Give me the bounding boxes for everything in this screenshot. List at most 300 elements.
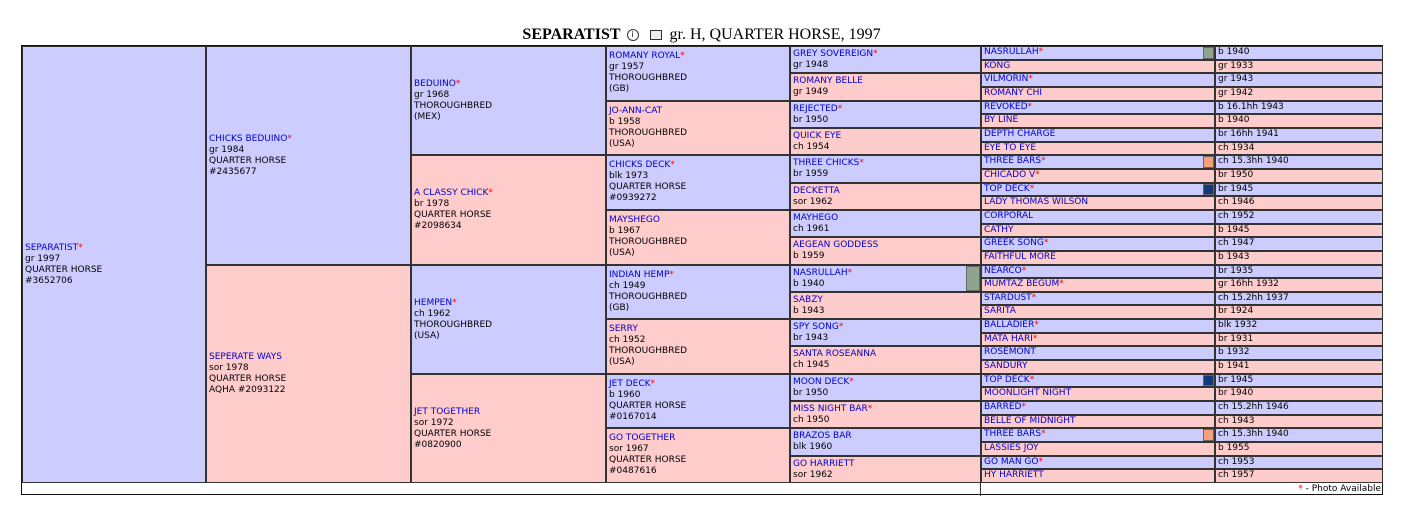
pedigree-cell-gen5 <box>981 155 1215 169</box>
horse-detail: QUARTER HORSE <box>609 401 687 411</box>
photo-star: * <box>670 160 675 170</box>
pedigree-cell-gen5 <box>981 415 1215 428</box>
horse-detail: ch 1947 <box>1215 237 1383 251</box>
horse-link[interactable]: LADY THOMAS WILSON <box>984 197 1089 207</box>
horse-link[interactable]: MOON DECK <box>793 377 850 387</box>
horse-detail: (GB) <box>609 84 630 94</box>
horse-name-row <box>984 156 1214 166</box>
horse-name-row <box>984 238 1214 248</box>
horse-link[interactable]: EYE TO EYE <box>984 143 1037 153</box>
horse-detail: ch 1952 <box>1215 210 1383 224</box>
horse-name-row <box>793 76 980 87</box>
horse-detail: br 1945 <box>1215 183 1383 196</box>
horse-detail: ch 1962 <box>414 308 451 319</box>
photo-star: * <box>1041 156 1046 166</box>
photo-star: * <box>1043 238 1049 248</box>
horse-name-row <box>793 186 980 197</box>
pedigree-cell-gen3 <box>606 46 790 101</box>
photo-star: * <box>488 188 493 198</box>
horse-detail: ch 1954 <box>793 142 830 152</box>
horse-detail: br 1943 <box>793 333 829 343</box>
horse-name-row <box>984 443 1214 453</box>
horse-detail: QUARTER HORSE <box>209 155 287 166</box>
pedigree-cell-gen5 <box>981 387 1215 401</box>
horse-link[interactable]: BARRED <box>984 402 1022 412</box>
photo-star: * <box>680 51 685 61</box>
horse-detail: #0820900 <box>414 439 462 450</box>
horse-detail: ch 1957 <box>1215 469 1383 483</box>
horse-detail: sor 1972 <box>414 417 454 428</box>
pedigree-cell-gen5 <box>981 305 1215 319</box>
pedigree-cell-gen3 <box>606 374 790 428</box>
horse-link[interactable]: MISS NIGHT BAR <box>793 404 868 414</box>
horse-name-row <box>414 407 605 418</box>
photo-star: * <box>873 49 878 59</box>
pedigree-cell-gen5 <box>981 60 1215 73</box>
horse-detail: ch 15.3hh 1940 <box>1215 428 1383 442</box>
color-swatch <box>1203 184 1214 195</box>
horse-link[interactable]: TOP DECK <box>984 184 1030 194</box>
horse-name-row <box>609 433 789 444</box>
color-swatch <box>1203 47 1214 59</box>
pedigree-cell-gen5 <box>981 224 1215 237</box>
photo-star: * <box>1029 184 1035 194</box>
horse-detail: b 1932 <box>1215 346 1383 360</box>
horse-name-row <box>793 240 980 251</box>
horse-link[interactable]: AEGEAN GODDESS <box>793 240 879 250</box>
horse-detail: gr 1948 <box>793 60 829 70</box>
horse-detail: gr 1997 <box>25 253 61 264</box>
pedigree-cell-gen3 <box>606 319 790 374</box>
horse-detail: (MEX) <box>414 111 441 122</box>
horse-name-row <box>984 416 1214 426</box>
photo-star: * <box>78 242 83 253</box>
horse-detail: THOROUGHBRED <box>609 73 688 83</box>
horse-detail: br 1950 <box>1215 169 1383 183</box>
horse-detail: ch 1946 <box>1215 196 1383 210</box>
horse-link[interactable]: SERRY <box>609 324 638 334</box>
photo-star: * <box>849 377 854 387</box>
pedigree-cell-gen4 <box>790 292 981 319</box>
horse-detail: b 1960 <box>609 390 641 400</box>
pedigree-cell-gen5 <box>981 251 1215 265</box>
horse-detail: #2098634 <box>414 221 462 231</box>
horse-link[interactable]: DECKETTA <box>793 186 840 196</box>
horse-name-row <box>793 49 980 60</box>
pedigree-cell-gen0 <box>22 46 206 483</box>
horse-link[interactable]: THREE BARS <box>984 429 1042 439</box>
horse-name-row <box>984 170 1214 180</box>
pedigree-cell-gen5 <box>981 101 1215 114</box>
horse-detail: b 1943 <box>1215 251 1383 265</box>
horse-name-row <box>793 213 980 224</box>
horse-detail: #0167014 <box>609 412 657 422</box>
horse-detail: ch 1949 <box>609 281 646 291</box>
horse-link[interactable]: CHICKS BEDUINO <box>209 133 288 144</box>
pedigree-cell-gen4 <box>790 265 981 292</box>
horse-name-row <box>793 404 980 415</box>
color-swatch <box>1203 156 1214 168</box>
photo-star: * <box>859 158 864 168</box>
pedigree-cell-gen5 <box>981 128 1215 142</box>
horse-detail: THOROUGHBRED <box>609 128 688 138</box>
pedigree-cell-gen4 <box>790 456 981 483</box>
photo-star: * <box>669 270 674 280</box>
horse-name-row <box>984 266 1214 276</box>
horse-name-row <box>793 268 980 279</box>
horse-name-row <box>414 79 605 90</box>
horse-name-row <box>984 211 1214 221</box>
horse-name-row <box>984 143 1214 153</box>
horse-name-row <box>793 377 980 388</box>
horse-name-row <box>984 102 1214 112</box>
horse-name-row <box>609 215 789 226</box>
pedigree-cell-gen4 <box>790 319 981 346</box>
horse-name-row <box>984 457 1214 467</box>
horse-link[interactable]: SPY SONG <box>793 322 839 332</box>
horse-detail: blk 1932 <box>1215 319 1383 333</box>
horse-link[interactable]: FAITHFUL MORE <box>984 252 1056 262</box>
horse-link[interactable]: SANDURY <box>984 361 1028 371</box>
horse-link[interactable]: JET TOGETHER <box>414 406 481 417</box>
pedigree-cell-gen5 <box>981 346 1215 360</box>
pedigree-cell-gen5 <box>981 183 1215 196</box>
horse-detail: THOROUGHBRED <box>609 237 688 247</box>
horse-detail: br 1950 <box>793 115 829 125</box>
pedigree-cell-gen4 <box>790 128 981 155</box>
horse-link[interactable]: MATA HARI <box>984 334 1033 344</box>
horse-detail: br 1945 <box>1215 374 1383 387</box>
horse-detail: br 16hh 1941 <box>1215 128 1383 142</box>
pedigree-cell-gen2 <box>411 265 606 374</box>
horse-name-row <box>984 61 1214 71</box>
horse-detail: br 1959 <box>793 169 829 179</box>
horse-name-row <box>984 361 1214 371</box>
horse-link[interactable]: NASRULLAH <box>793 268 848 278</box>
horse-detail: ch 1952 <box>609 335 646 345</box>
photo-star: * <box>847 268 853 278</box>
horse-link[interactable]: SARITA <box>984 306 1016 316</box>
horse-name-row <box>984 334 1214 344</box>
horse-link[interactable]: NASRULLAH <box>984 47 1039 57</box>
horse-name-row <box>984 88 1214 98</box>
horse-link[interactable]: MUMTAZ BEGUM <box>984 279 1060 289</box>
horse-name-row <box>984 74 1214 84</box>
horse-detail: br 1978 <box>414 199 450 209</box>
horse-link[interactable]: TOP DECK <box>984 375 1030 385</box>
horse-link[interactable]: BY LINE <box>984 115 1019 125</box>
horse-link[interactable]: SEPARATIST <box>25 242 79 253</box>
horse-link[interactable]: THREE CHICKS <box>793 158 860 168</box>
horse-detail: b 1940 <box>793 279 825 289</box>
horse-detail: b 1955 <box>1215 442 1383 456</box>
horse-link[interactable]: JET DECK <box>609 379 651 389</box>
horse-link[interactable]: ROMANY ROYAL <box>609 51 681 61</box>
horse-detail: blk 1973 <box>609 171 649 181</box>
horse-detail: blk 1960 <box>793 442 833 452</box>
pedigree-cell-gen4 <box>790 346 981 374</box>
horse-detail: THOROUGHBRED <box>414 100 493 111</box>
horse-detail: QUARTER HORSE <box>209 374 287 384</box>
horse-link[interactable]: DEPTH CHARGE <box>984 129 1056 139</box>
horse-link[interactable]: CHICKS DECK <box>609 160 671 170</box>
pedigree-cell-gen4 <box>790 183 981 210</box>
horse-detail: b 1959 <box>793 251 825 261</box>
photo-star: * <box>1059 279 1064 289</box>
pedigree-cell-gen4 <box>790 46 981 73</box>
horse-name-row <box>609 270 789 281</box>
pedigree-cell-gen5 <box>981 210 1215 224</box>
color-swatch <box>966 266 980 291</box>
pedigree-cell-gen5 <box>981 169 1215 183</box>
horse-detail: ch 1961 <box>793 224 830 234</box>
horse-name-row <box>793 459 980 470</box>
footer-spacer <box>22 483 981 496</box>
photo-star: * <box>838 322 844 332</box>
horse-detail: b 1958 <box>609 117 641 127</box>
pedigree-cell-gen3 <box>606 155 790 210</box>
horse-name-row <box>984 225 1214 235</box>
horse-name-row <box>793 349 980 360</box>
horse-link[interactable]: JO-ANN-CAT <box>609 106 663 116</box>
horse-link[interactable]: REJECTED <box>793 104 838 114</box>
horse-link[interactable]: MOONLIGHT NIGHT <box>984 388 1072 398</box>
pedigree-cell-gen5 <box>981 237 1215 251</box>
horse-name-row <box>984 47 1214 57</box>
photo-legend: * - Photo Available <box>1298 484 1381 494</box>
pedigree-cell-gen4 <box>790 73 981 101</box>
pedigree-cell-gen4 <box>790 237 981 265</box>
horse-link[interactable]: CHICADO V <box>984 170 1036 180</box>
horse-name-row <box>609 324 789 335</box>
horse-detail: QUARTER HORSE <box>609 455 687 465</box>
mail-icon[interactable] <box>650 30 662 40</box>
photo-star: * <box>287 133 292 144</box>
horse-name-row <box>793 104 980 115</box>
horse-link[interactable]: SABZY <box>793 295 823 305</box>
page-title <box>0 26 1403 44</box>
horse-name-row <box>609 51 789 62</box>
pedigree-chart <box>21 45 1383 495</box>
horse-detail: (USA) <box>609 139 635 149</box>
pedigree-cell-gen4 <box>790 210 981 237</box>
horse-link[interactable]: KONG <box>984 61 1011 71</box>
pedigree-cell-gen5 <box>981 428 1215 442</box>
horse-name-row <box>414 188 605 199</box>
pedigree-cell-gen5 <box>981 114 1215 128</box>
horse-detail: ch 1950 <box>793 415 830 425</box>
horse-name-row <box>984 115 1214 125</box>
pedigree-cell-gen2 <box>411 155 606 265</box>
horse-name-row <box>414 298 605 309</box>
horse-link[interactable]: CATHY <box>984 225 1014 235</box>
pedigree-cell-gen5 <box>981 469 1215 483</box>
horse-detail: (USA) <box>414 330 440 341</box>
horse-detail: br 1931 <box>1215 333 1383 346</box>
horse-name-row <box>793 431 980 442</box>
pedigree-cell-gen5 <box>981 442 1215 456</box>
horse-detail: ch 1934 <box>1215 142 1383 155</box>
horse-detail: gr 1957 <box>609 62 645 72</box>
horse-detail: ch 1943 <box>1215 415 1383 428</box>
horse-detail: sor 1978 <box>209 363 249 373</box>
horse-detail: sor 1962 <box>793 470 833 480</box>
horse-link[interactable]: CORPORAL <box>984 211 1034 221</box>
horse-name-row <box>609 106 789 117</box>
horse-name-row <box>984 402 1214 412</box>
horse-name-row <box>984 252 1214 262</box>
pedigree-cell-gen4 <box>790 101 981 128</box>
photo-star: * <box>867 404 873 414</box>
horse-link[interactable]: MAYSHEGO <box>609 215 660 225</box>
horse-detail: gr 1949 <box>793 87 829 97</box>
horse-detail: THOROUGHBRED <box>414 319 493 330</box>
horse-link[interactable]: BRAZOS BAR <box>793 431 852 441</box>
horse-name-row <box>984 279 1214 289</box>
horse-link[interactable]: GO TOGETHER <box>609 433 676 443</box>
pedigree-cell-gen5 <box>981 374 1215 387</box>
pedigree-cell-gen3 <box>606 101 790 155</box>
horse-detail: b 1941 <box>1215 360 1383 374</box>
horse-link[interactable]: HEMPEN <box>414 297 453 308</box>
photo-star: * <box>1027 102 1033 112</box>
horse-name-row <box>984 347 1214 357</box>
horse-link[interactable]: REVOKED <box>984 102 1028 112</box>
horse-detail: QUARTER HORSE <box>25 264 103 275</box>
photo-star: * <box>1029 375 1035 385</box>
horse-link[interactable]: QUICK EYE <box>793 131 842 141</box>
horse-detail: b 1967 <box>609 226 641 236</box>
photo-star: * <box>837 104 843 114</box>
horse-detail: b 16.1hh 1943 <box>1215 101 1383 114</box>
horse-name-row <box>984 470 1214 480</box>
horse-detail: gr 1984 <box>209 144 245 155</box>
pedigree-cell-gen4 <box>790 401 981 428</box>
photo-star: * <box>1035 170 1040 180</box>
horse-detail: gr 16hh 1932 <box>1215 278 1383 292</box>
pedigree-cell-gen5 <box>981 333 1215 346</box>
horse-link[interactable]: MAYHEGO <box>793 213 839 223</box>
color-swatch <box>1203 375 1214 386</box>
horse-detail: sor 1962 <box>793 197 833 207</box>
horse-name-row <box>209 134 410 145</box>
horse-link[interactable]: THREE BARS <box>984 156 1042 166</box>
horse-link[interactable]: BELLE OF MIDNIGHT <box>984 416 1076 426</box>
pedigree-cell-gen5 <box>981 456 1215 469</box>
horse-detail: ch 1945 <box>793 360 830 370</box>
horse-name-row <box>984 129 1214 139</box>
horse-link[interactable]: ROSEMONT <box>984 347 1036 357</box>
horse-link[interactable]: GO HARRIETT <box>793 459 855 469</box>
photo-star: * <box>1021 266 1027 276</box>
horse-link[interactable]: SEPERATE WAYS <box>209 352 282 362</box>
photo-star: * <box>1041 429 1046 439</box>
photo-star: * <box>1034 320 1039 330</box>
horse-detail: ch 15.2hh 1937 <box>1215 292 1383 305</box>
horse-link[interactable]: SANTA ROSEANNA <box>793 349 877 359</box>
horse-link[interactable]: VILMORIN <box>984 74 1029 84</box>
horse-detail: br 1940 <box>1215 387 1383 401</box>
horse-name-row <box>984 429 1214 439</box>
horse-name-row <box>984 306 1214 316</box>
horse-name-row <box>793 322 980 333</box>
pedigree-cell-gen3 <box>606 265 790 319</box>
horse-link[interactable]: ROMANY CHI <box>984 88 1043 98</box>
info-icon[interactable]: i <box>627 29 639 41</box>
horse-link[interactable]: BEDUINO <box>414 78 456 89</box>
horse-detail: (GB) <box>609 303 630 313</box>
horse-detail: ch 15.3hh 1940 <box>1215 155 1383 169</box>
pedigree-cell-gen5 <box>981 87 1215 101</box>
horse-link[interactable]: ROMANY BELLE <box>793 76 863 86</box>
horse-detail: #0487616 <box>609 466 657 476</box>
horse-detail: b 1940 <box>1215 46 1383 60</box>
pedigree-cell-gen3 <box>606 210 790 265</box>
horse-detail: AQHA #2093122 <box>209 385 286 395</box>
horse-detail: THOROUGHBRED <box>609 346 688 356</box>
horse-detail: #3652706 <box>25 275 73 286</box>
pedigree-cell-gen5 <box>981 278 1215 292</box>
horse-detail: b 1945 <box>1215 224 1383 237</box>
horse-detail: QUARTER HORSE <box>414 428 492 439</box>
pedigree-cell-gen5 <box>981 73 1215 87</box>
pedigree-cell-gen4 <box>790 374 981 401</box>
photo-star: * <box>1032 334 1038 344</box>
horse-detail: b 1943 <box>793 306 825 316</box>
horse-name-row <box>984 388 1214 398</box>
horse-link[interactable]: INDIAN HEMP <box>609 270 670 280</box>
pedigree-cell-gen5 <box>981 142 1215 155</box>
horse-detail: gr 1942 <box>1215 87 1383 101</box>
horse-detail: br 1935 <box>1215 265 1383 278</box>
pedigree-cell-gen5 <box>981 360 1215 374</box>
horse-detail: QUARTER HORSE <box>414 210 492 220</box>
horse-link[interactable]: NEARCO <box>984 266 1022 276</box>
pedigree-cell-gen5 <box>981 196 1215 210</box>
horse-detail: ch 15.2hh 1946 <box>1215 401 1383 415</box>
horse-detail: QUARTER HORSE <box>609 182 687 192</box>
horse-detail: (USA) <box>609 248 635 258</box>
horse-link[interactable]: LASSIES JOY <box>984 443 1039 453</box>
horse-name-row <box>609 160 789 171</box>
horse-name-row <box>793 158 980 169</box>
pedigree-cell-gen4 <box>790 428 981 456</box>
horse-link[interactable]: HY HARRIETT <box>984 470 1044 480</box>
photo-star: * <box>1031 293 1037 303</box>
horse-link[interactable]: GREY SOVEREIGN <box>793 49 874 59</box>
photo-star: * <box>452 297 457 308</box>
horse-link[interactable]: BALLADIER <box>984 320 1035 330</box>
pedigree-cell-gen5 <box>981 46 1215 60</box>
horse-detail: gr 1968 <box>414 89 450 100</box>
horse-link[interactable]: STARDUST <box>984 293 1032 303</box>
horse-detail: THOROUGHBRED <box>609 292 688 302</box>
pedigree-cell-gen2 <box>411 46 606 155</box>
horse-name-row <box>984 197 1214 207</box>
photo-star: * <box>455 78 461 89</box>
horse-link[interactable]: GO MAN GO <box>984 457 1039 467</box>
horse-link[interactable]: A CLASSY CHICK <box>414 188 489 198</box>
pedigree-cell-gen5 <box>981 401 1215 415</box>
horse-detail: gr 1943 <box>1215 73 1383 87</box>
horse-link[interactable]: GREEK SONG <box>984 238 1044 248</box>
horse-detail: b 1940 <box>1215 114 1383 128</box>
horse-title-name: SEPARATIST <box>522 26 621 43</box>
horse-detail: br 1924 <box>1215 305 1383 319</box>
photo-star: * <box>1028 74 1033 84</box>
horse-detail: (USA) <box>609 357 635 367</box>
horse-detail: sor 1967 <box>609 444 649 454</box>
